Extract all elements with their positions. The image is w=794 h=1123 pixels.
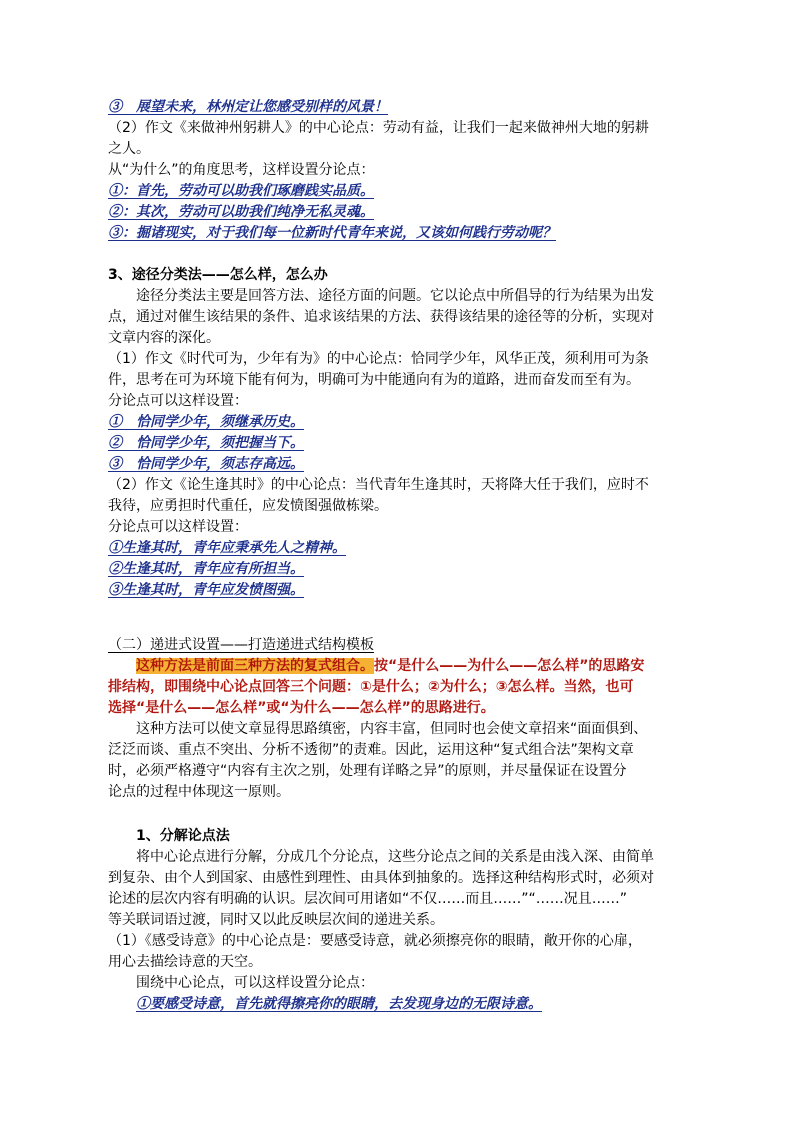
sub-point-intro: 围绕中心论点，可以这样设置分论点： bbox=[136, 975, 374, 991]
essay-thesis-line: （2）作文《论生逢其时》的中心论点：当代青年生逢其时，天将降大任于我们，应时不 bbox=[108, 477, 649, 493]
paragraph-line: 将中心论点进行分解，分成几个分论点，这些分论点之间的关系是由浅入深、由简单 bbox=[136, 849, 654, 865]
sub-point-3: ③生逢其时，青年应发愤图强。 bbox=[108, 582, 304, 598]
sub-point-intro: 分论点可以这样设置： bbox=[108, 393, 248, 409]
essay-2-thesis-line-cont: 之人。 bbox=[108, 141, 150, 157]
sub-point-1: ①要感受诗意，首先就得擦亮你的眼睛，去发现身边的无限诗意。 bbox=[136, 996, 542, 1012]
essay-thesis-line: （1）作文《时代可为，少年有为》的中心论点：恰同学少年，风华正茂，须利用可为条 bbox=[108, 351, 649, 367]
paragraph-line: 等关联词语过渡，同时又以此反映层次间的递进关系。 bbox=[108, 912, 444, 928]
highlighted-paragraph-line bbox=[136, 656, 644, 676]
paragraph-line: 途径分类法主要是回答方法、途径方面的问题。它以论点中所倡导的行为结果为出发 bbox=[136, 288, 654, 304]
sub-point-3: ③：掘诸现实，对于我们每一位新时代青年来说，又该如何践行劳动呢？ bbox=[108, 225, 556, 241]
subsection-1-heading: 1、分解论点法 bbox=[136, 828, 230, 844]
essay-thesis-line-cont: 件，思考在可为环境下能有何为，明确可为中能通向有为的道路，进而奋发而至有为。 bbox=[108, 372, 640, 388]
red-paragraph-line: 选择“是什么——怎么样”或“为什么——怎么样”的思路进行。 bbox=[108, 700, 495, 716]
paragraph-line: 时，必须严格遵守“内容有主次之别，处理有详略之异”的原则，并尽量保证在设置分 bbox=[108, 763, 627, 779]
essay-2-thesis-line: （2）作文《来做神州躬耕人》的中心论点：劳动有益，让我们一起来做神州大地的躬耕 bbox=[108, 120, 649, 136]
paragraph-line: 论点的过程中体现这一原则。 bbox=[108, 784, 290, 800]
paragraph-line: 这种方法可以使文章显得思路缜密，内容丰富，但同时也会使文章招来“面面俱到、 bbox=[136, 721, 648, 737]
highlighted-sentence: 这种方法是前面三种方法的复式组合。 bbox=[136, 658, 374, 674]
section-3-heading: 3、途径分类法——怎么样，怎么办 bbox=[108, 267, 328, 283]
why-angle-intro: 从“为什么”的角度思考，这样设置分论点： bbox=[108, 162, 375, 178]
red-sentence: 按“是什么——为什么——怎么样”的思路安 bbox=[374, 658, 645, 674]
section-progressive-heading: （二）递进式设置——打造递进式结构模板 bbox=[108, 637, 374, 653]
paragraph-line: 到复杂、由个人到国家、由感性到理性、由具体到抽象的。选择这种结构形式时，必须对 bbox=[108, 870, 654, 886]
essay-thesis-line-cont: 用心去描绘诗意的天空。 bbox=[108, 954, 262, 970]
reason-point-3-line: ③ 展望未来，林州定让您感受别样的风景！ bbox=[108, 99, 388, 115]
sub-point-1: ①：首先，劳动可以助我们琢磨践实品质。 bbox=[108, 183, 374, 199]
essay-thesis-line: （1）《感受诗意》的中心论点是：要感受诗意，就必须擦亮你的眼睛，敞开你的心扉， bbox=[108, 933, 642, 949]
sub-point-3: ③ 恰同学少年，须志存高远。 bbox=[108, 456, 304, 472]
sub-point-2: ② 恰同学少年，须把握当下。 bbox=[108, 435, 304, 451]
sub-point-intro: 分论点可以这样设置： bbox=[108, 519, 248, 535]
essay-thesis-line-cont: 我待，应勇担时代重任，应发愤图强做栋梁。 bbox=[108, 498, 388, 514]
red-paragraph-line: 排结构，即围绕中心论点回答三个问题：①是什么；②为什么；③怎么样。当然，也可 bbox=[108, 679, 634, 695]
sub-point-2: ②：其次，劳动可以助我们纯净无私灵魂。 bbox=[108, 204, 374, 220]
paragraph-line: 文章内容的深化。 bbox=[108, 330, 220, 346]
sub-point-1: ①生逢其时，青年应秉承先人之精神。 bbox=[108, 540, 346, 556]
sub-point-2: ②生逢其时，青年应有所担当。 bbox=[108, 561, 304, 577]
paragraph-line: 论述的层次内容有明确的认识。层次间可用诸如“不仅……而且……”“……况且……” bbox=[108, 891, 628, 907]
paragraph-line: 泛泛而谈、重点不突出、分析不透彻”的责难。因此，运用这种“复式组合法”架构文章 bbox=[108, 742, 634, 758]
paragraph-line: 点，通过对催生该结果的条件、追求该结果的方法、获得该结果的途径等的分析，实现对 bbox=[108, 309, 654, 325]
sub-point-1: ① 恰同学少年，须继承历史。 bbox=[108, 414, 304, 430]
